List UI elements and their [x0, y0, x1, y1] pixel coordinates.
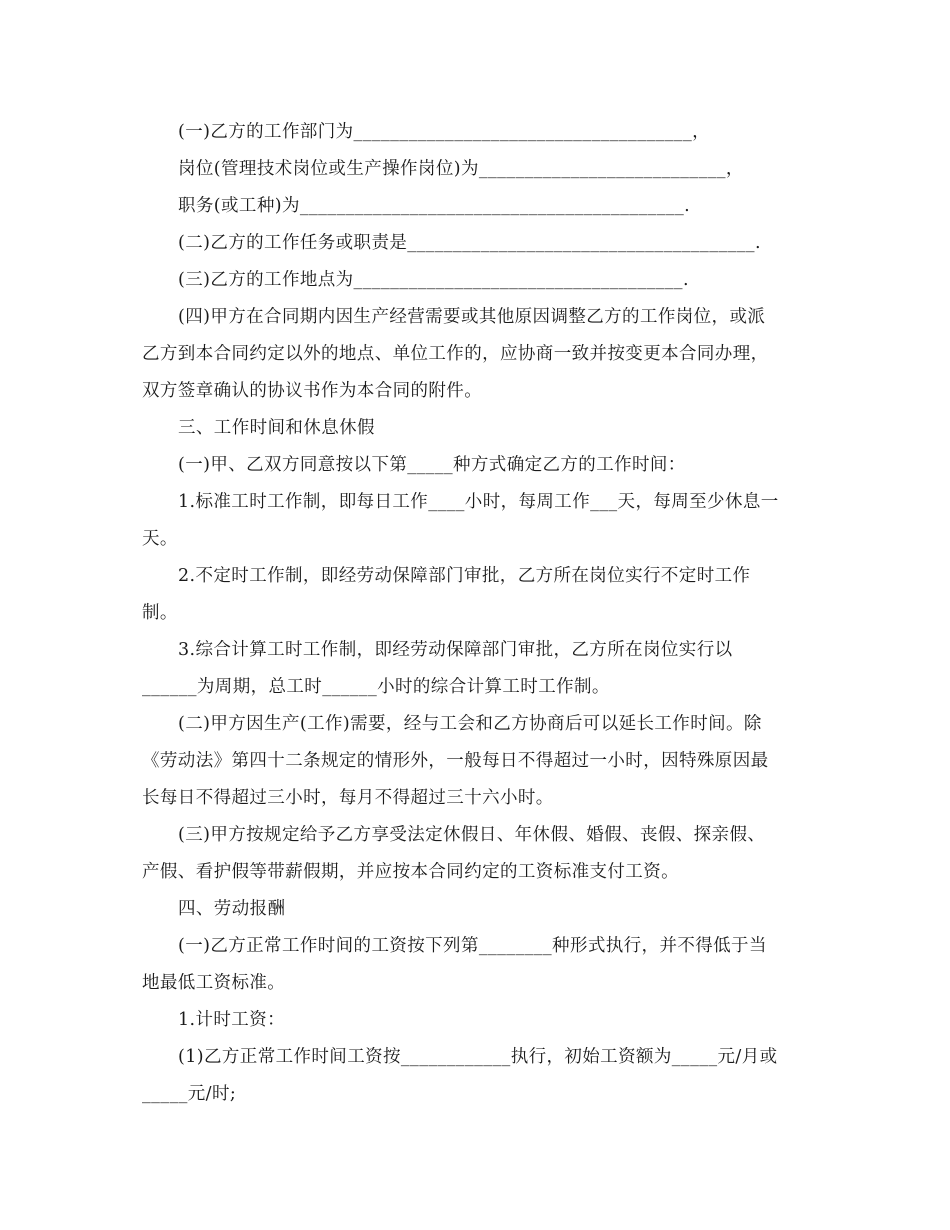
text-line: (四)甲方在合同期内因生产经营需要或其他原因调整乙方的工作岗位，或派	[178, 307, 766, 327]
text-line: (一)乙方的工作部门为_____________________________________，	[178, 122, 711, 142]
text-line: 天。	[142, 529, 178, 549]
text-line: (一)甲、乙双方同意按以下第_____种方式确定乙方的工作时间：	[178, 455, 686, 475]
section-heading: 四、劳动报酬	[178, 899, 286, 919]
text-line: 制。	[142, 603, 178, 623]
text-line: 3.综合计算工时工作制，即经劳动保障部门审批，乙方所在岗位实行以	[178, 640, 733, 660]
text-line: (二)甲方因生产(工作)需要，经与工会和乙方协商后可以延长工作时间。除	[178, 714, 762, 734]
contract-text	[142, 114, 812, 1113]
text-line: _____元/时;	[142, 1084, 237, 1104]
text-line: 乙方到本合同约定以外的地点、单位工作的，应协商一致并按变更本合同办理，	[142, 344, 769, 364]
text-line: (三)乙方的工作地点为____________________________________.	[178, 270, 689, 290]
text-line: 产假、看护假等带薪假期，并应按本合同约定的工资标准支付工资。	[142, 862, 679, 882]
text-line: 1.标准工时工作制，即每日工作____小时，每周工作___天，每周至少休息一	[178, 492, 779, 512]
text-line: 职务(或工种)为__________________________________________.	[178, 196, 691, 216]
text-line: 双方签章确认的协议书作为本合同的附件。	[142, 381, 483, 401]
text-line: 地最低工资标准。	[142, 973, 286, 993]
text-line: (二)乙方的工作任务或职责是______________________________________.	[178, 233, 761, 253]
text-line: ______为周期，总工时______小时的综合计算工时工作制。	[142, 677, 610, 697]
text-line: 岗位(管理技术岗位或生产操作岗位)为___________________________，	[178, 159, 744, 179]
text-line: 《劳动法》第四十二条规定的情形外，一般每日不得超过一小时，因特殊原因最	[142, 751, 769, 771]
text-line: 长每日不得超过三小时，每月不得超过三十六小时。	[142, 788, 554, 808]
text-line: 1.计时工资：	[178, 1010, 285, 1030]
text-line: (一)乙方正常工作时间的工资按下列第________种形式执行，并不得低于当	[178, 936, 767, 956]
section-heading: 三、工作时间和休息休假	[178, 418, 375, 438]
text-line: (三)甲方按规定给予乙方享受法定休假日、年休假、婚假、丧假、探亲假、	[178, 825, 766, 845]
text-line: 2.不定时工作制，即经劳动保障部门审批，乙方所在岗位实行不定时工作	[178, 566, 751, 586]
text-line: (1)乙方正常工作时间工资按____________执行，初始工资额为_____元/月或	[178, 1047, 778, 1067]
